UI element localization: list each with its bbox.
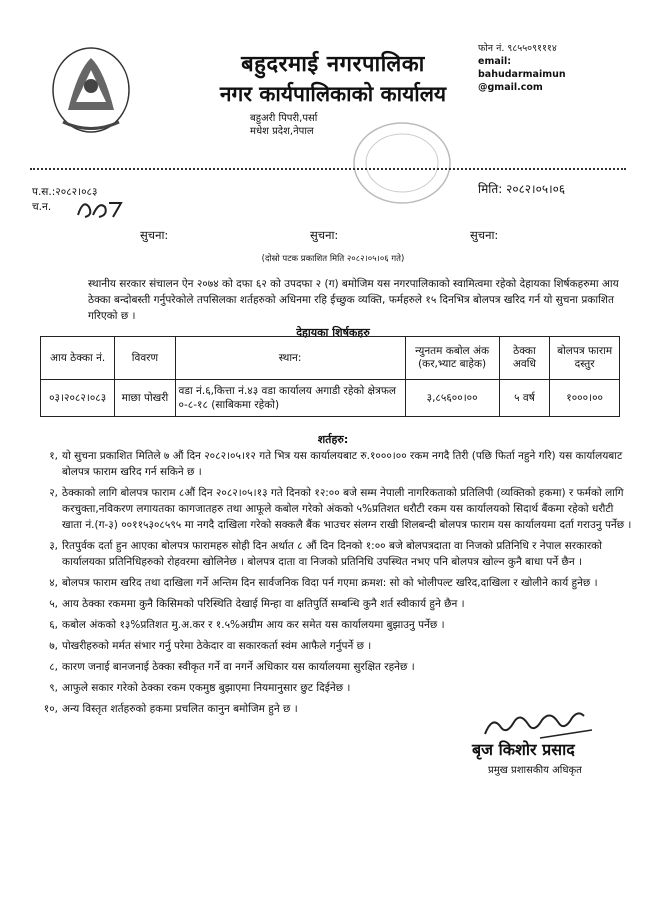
contract-table	[40, 336, 620, 417]
col-minimum-bid: न्युनतम कबोल अंक (कर,भ्याट बाहेक)	[405, 337, 499, 380]
reference-number: प.स.:२०८२।०८३	[32, 186, 98, 198]
term-number: ३,	[49, 540, 58, 552]
term-text: कारण जनाई बानजनाई ठेक्का स्वीकृत गर्ने वा नगर्ने अधिकार यस कार्यालयमा सुरक्षित रहनेछ ।	[62, 661, 415, 673]
term-text: कबोल अंकको १३%प्रतिशत मु.अ.कर र १.५%अग्रीम आय कर समेत यस कार्यालयमा बुझाउनु पर्नेछ ।	[62, 619, 445, 631]
term-number: १,	[49, 450, 58, 462]
terms-heading: शर्तहरु:	[317, 433, 349, 446]
address-line-2: मधेश प्रदेश,नेपाल	[250, 126, 314, 137]
notice-date: मिति: २०८२।०५।०६	[478, 182, 566, 196]
handwritten-dispatch-number	[75, 195, 125, 221]
term-text: बोलपत्र फाराम खरिद तथा दाखिला गर्ने अन्तिम दिन सार्वजनिक विदा पर्न गएमा क्रमश: सो को भोलीपल्ट खरिद,दाखिला र खोलीने कार्य हुनेछ ।	[62, 577, 598, 589]
list-item	[34, 596, 634, 612]
signatory-name: बृज किशोर प्रसाद	[472, 740, 575, 759]
term-number: २,	[49, 487, 58, 499]
table-row	[41, 380, 620, 417]
col-description: विवरण	[115, 337, 175, 380]
col-period: ठेक्का अवधि	[499, 337, 550, 380]
term-text: अन्य विस्तृत शर्तहरुको हकमा प्रचलित कानुन बमोजिम हुने छ ।	[62, 703, 298, 715]
term-number: ४,	[49, 577, 58, 589]
email-label: email:	[478, 56, 512, 67]
cell-contract-no: ०३।२०८२।०८३	[41, 380, 115, 417]
term-number: ७,	[49, 640, 58, 652]
email-line-1: bahudarmaimun	[478, 69, 566, 80]
office-seal-stamp	[350, 118, 455, 208]
term-number: १०,	[43, 703, 58, 715]
email-line-2: @gmail.com	[478, 82, 543, 93]
list-item	[34, 485, 634, 533]
list-item	[34, 638, 634, 654]
table-subheading: देहायका शिर्षकहरु	[296, 326, 370, 339]
cell-location: वडा नं.६,कित्ता नं.४३ वडा कार्यालय अगाडी रहेको क्षेत्रफल ०-८-१८ (साबिकमा रहेको)	[175, 380, 405, 417]
municipality-name: बहुदरमाई नगरपालिका	[241, 52, 425, 77]
office-address	[250, 112, 317, 138]
term-number: ६,	[49, 619, 58, 631]
list-item	[34, 448, 634, 480]
term-text: ठेक्काको लागि बोलपत्र फाराम ८औं दिन २०८२।०५।१३ गते दिनको १२:०० बजे सम्म नेपाली नागरिकताको प्रतिलिपी (व्यक्तिको हकमा) र फर्मको लागि करचुक्ता,नविकरण लगायतका कागजातहरु तथा आफूले कबोल गरेको अंकको ५%प्रतिशत धरौटी रकम यस कार्यालयको सिदार्थ बैंकमा रहेको धरौटी खाता नं.(ग-३) ००११५३०८५९५ मा नगदै दाखिला गरेको सक्कलै बैंक भाउचर संलग्न राखी शिलबन्दी बोलपत्र फाराम यस कार्यालयमा दर्ता गराउनु पर्नेछ ।	[62, 487, 632, 531]
table-header-row	[41, 337, 620, 380]
term-number: ५,	[49, 598, 58, 610]
notice-intro: स्थानीय सरकार संचालन ऐन २०७४ को दफा ६२ को उपदफा २ (ग) बमोजिम यस नगरपालिकाको स्वामित्वमा रहेको देहायका शिर्षकहरुमा आय ठेक्का बन्दोबस्ती गर्नुपरेकोले तपसिलका शर्तहरुको अधिनमा रहि ईच्छुक व्यक्ति, फर्महरुले १५ दिनभित्र बोलपत्र खरिद गर्न यो सुचना प्रकाशित गरिएको छ ।	[88, 278, 619, 322]
cell-form-fee: १०००।००	[550, 380, 620, 417]
col-contract-no: आय ठेक्का नं.	[41, 337, 115, 380]
republish-note: (दोस्रो पटक प्रकाशित मिति २०८२।०५।०६ गते)	[261, 254, 405, 264]
address-line-1: बहुअरी पिपरी,पर्सा	[250, 113, 318, 124]
term-text: यो सुचना प्रकाशित मितिले ७ औं दिन २०८२।०५।१२ गते भित्र यस कार्यालयबाट रु.१०००।०० रकम नगदै तिरी (पछि फिर्ता नहुने गरि) यस कार्यालयबाट बोलपत्र फाराम खरिद गर्न सकिने छ ।	[62, 450, 623, 478]
dispatch-number-label: च.न.	[32, 201, 52, 213]
list-item	[34, 538, 634, 570]
phone-number: फोन नं. ९८५५०९१११४	[478, 43, 557, 54]
term-text: आफुले सकार गरेको ठेक्का रकम एकमुष्ठ बुझाएमा नियमानुसार छुट दिईनेछ ।	[62, 682, 351, 694]
term-text: आय ठेक्का रकममा कुनै किसिमको परिस्थिति देखाई मिन्हा वा क्षतिपुर्ति सम्बन्धि कुनै शर्त स्वीकार्य हुने छैन ।	[62, 598, 465, 610]
notice-label-1: सुचना:	[140, 228, 169, 242]
handwritten-signature	[480, 708, 600, 742]
term-text: पोखरीहरुको मर्मत संभार गर्नु परेमा ठेकेदार वा सकारकर्ता स्वंम आफैले गर्नुपर्ने छ ।	[62, 640, 372, 652]
col-form-fee: बोलपत्र फाराम दस्तुर	[550, 337, 620, 380]
notice-label-2: सुचना:	[310, 228, 339, 242]
list-item	[34, 617, 634, 633]
list-item	[34, 575, 634, 591]
terms-list	[34, 448, 634, 722]
notice-label-3: सुचना:	[470, 228, 499, 242]
term-number: ९,	[49, 682, 58, 694]
cell-description: माछा पोखरी	[115, 380, 175, 417]
term-number: ८,	[49, 661, 58, 673]
contact-block	[478, 42, 566, 94]
header-divider	[30, 168, 626, 170]
cell-period: ५ वर्ष	[499, 380, 550, 417]
list-item	[34, 680, 634, 696]
cell-minimum-bid: ३,८५६००।००	[405, 380, 499, 417]
list-item	[34, 659, 634, 675]
col-location: स्थान:	[175, 337, 405, 380]
term-text: रितपुर्वक दर्ता हुन आएका बोलपत्र फारामहरु सोही दिन अर्थात ८ औं दिन दिनको १:०० बजे बोलपत्रदाता वा निजको प्रतिनिधि र नेपाल सरकारको कार्यालयका प्रतिनिधिहरुको रोहवरमा खोलिनेछ । बोलपत्र दाता वा निजको प्रतिनिधि उपस्थित नभए पनि बोलपत्र खोल्न कुनै बाधा पर्ने छैन ।	[62, 540, 602, 568]
office-name: नगर कार्यपालिकाको कार्यालय	[219, 82, 447, 106]
signatory-title: प्रमुख प्रशासकीय अधिकृत	[488, 765, 582, 776]
